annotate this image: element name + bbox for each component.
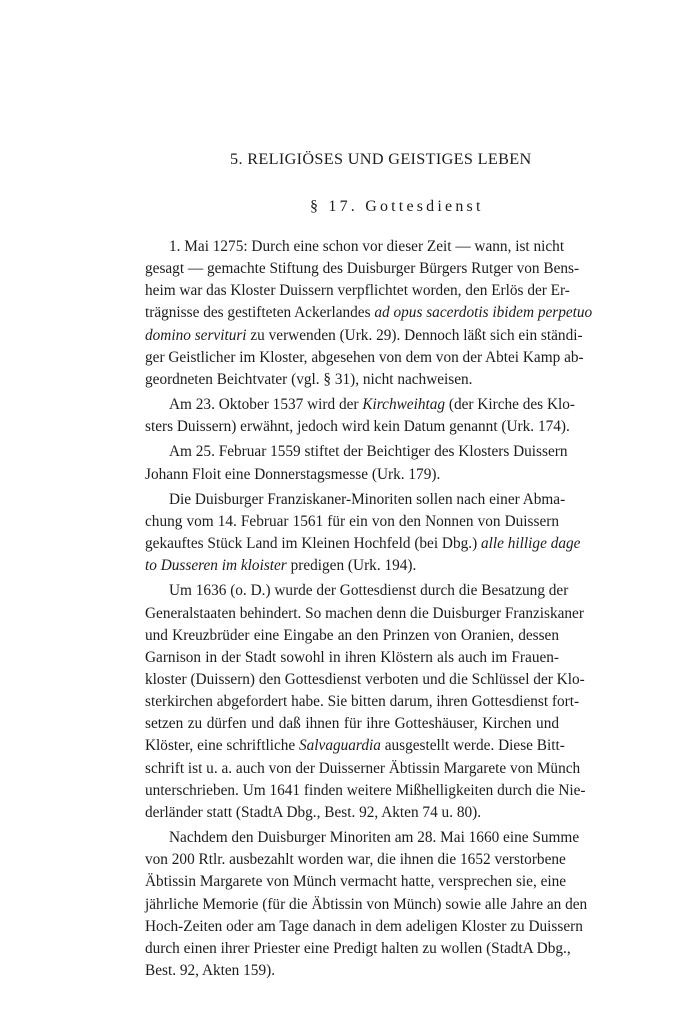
text-line: Die Duisburger Franziskaner-Minoriten sollen nach einer Abma- [169,490,566,508]
text-line: Am 23. Oktober 1537 wird der Kirchweihtag (der Kirche des Klo- [169,396,576,414]
text-line: unterschrieben. Um 1641 finden weitere Mißhelligkeiten durch die Nie- [145,781,586,799]
text-line: Klöster, eine schriftliche Salvaguardia ausgestellt werde. Diese Bitt- [145,737,565,755]
text-line: derländer statt (StadtA Dbg., Best. 92, Akten 74 u. 80). [145,803,482,821]
paragraph [145,394,576,438]
text-line: Best. 92, Akten 159). [145,962,276,979]
body-text [145,236,593,985]
text-line: heim war das Kloster Duissern verpflichtet worden, den Erlös der Er- [145,282,570,300]
text-line: kloster (Duissern) den Gottesdienst verboten und die Schlüssel der Klo- [145,670,585,688]
text-line: gekauftes Stück Land im Kleinen Hochfeld (bei Dbg.) alle hillige dage [145,535,581,553]
paragraph [145,827,588,982]
text-line: sters Duissern) erwähnt, jedoch wird kein Datum genannt (Urk. 174). [145,418,570,436]
text-line: domino servituri zu verwenden (Urk. 29). Dennoch läßt sich ein ständi- [145,326,583,344]
text-line: Garnison in der Stadt sowohl in ihren Klöstern als auch im Frauen- [145,648,559,666]
text-line: setzen zu dürfen und daß ihnen für ihre Gotteshäuser, Kirchen und [145,715,559,733]
text-line: von 200 Rtlr. ausbezahlt worden war, die ihnen die 1652 verstorbene [145,851,566,869]
text-line: sterkirchen abgefordert habe. Sie bitten darum, ihren Gottesdienst fort- [145,693,580,711]
section-heading: § 17. Gottesdienst [310,198,484,215]
text-line: to Dusseren im kloister predigen (Urk. 194). [145,557,417,575]
text-line: gesagt — gemachte Stiftung des Duisburger Bürgers Rutger von Bens- [145,260,580,278]
paragraph [145,489,581,578]
text-line: geordneten Beichtvater (vgl. § 31), nicht nachweisen. [145,370,473,388]
text-line: Äbtissin Margarete von Münch vermacht hatte, versprechen sie, eine [145,873,567,891]
text-line: jährliche Memorie (für die Äbtissin von Münch) sowie alle Jahre an den [145,895,588,913]
text-line: Hoch-Zeiten oder am Tage danach in dem adeligen Kloster zu Duissern [145,917,583,935]
text-line: Generalstaaten behindert. So machen denn die Duisburger Franziskaner [145,604,584,622]
text-line: ger Geistlicher im Kloster, abgesehen von dem von der Abtei Kamp ab- [145,348,584,366]
paragraph [145,441,568,485]
chapter-heading: 5. RELIGIÖSES UND GEISTIGES LEBEN [230,150,532,168]
paragraph [145,580,586,824]
text-line: Nachdem den Duisburger Minoriten am 28. Mai 1660 eine Summe [169,829,580,847]
text-line: durch einen ihrer Priester eine Predigt halten zu wollen (StadtA Dbg., [145,939,571,957]
text-line: Am 25. Februar 1559 stiftet der Beichtiger des Klosters Duissern [169,443,568,461]
text-line: chung vom 14. Februar 1561 für ein von den Nonnen von Duissern [145,512,559,530]
text-line: schrift ist u. a. auch von der Duisserner Äbtissin Margarete von Münch [145,759,581,777]
text-line: trägnisse des gestifteten Ackerlandes ad opus sacerdotis ibidem perpetuo [145,304,593,322]
paragraph [145,236,593,391]
text-line: Johann Floit eine Donnerstagsmesse (Urk. 179). [145,465,441,483]
text-line: und Kreuzbrüder eine Eingabe an den Prinzen von Oranien, dessen [145,626,559,644]
text-line: 1. Mai 1275: Durch eine schon vor dieser Zeit — wann, ist nicht [169,238,565,255]
text-line: Um 1636 (o. D.) wurde der Gottesdienst durch die Besatzung der [169,582,569,600]
